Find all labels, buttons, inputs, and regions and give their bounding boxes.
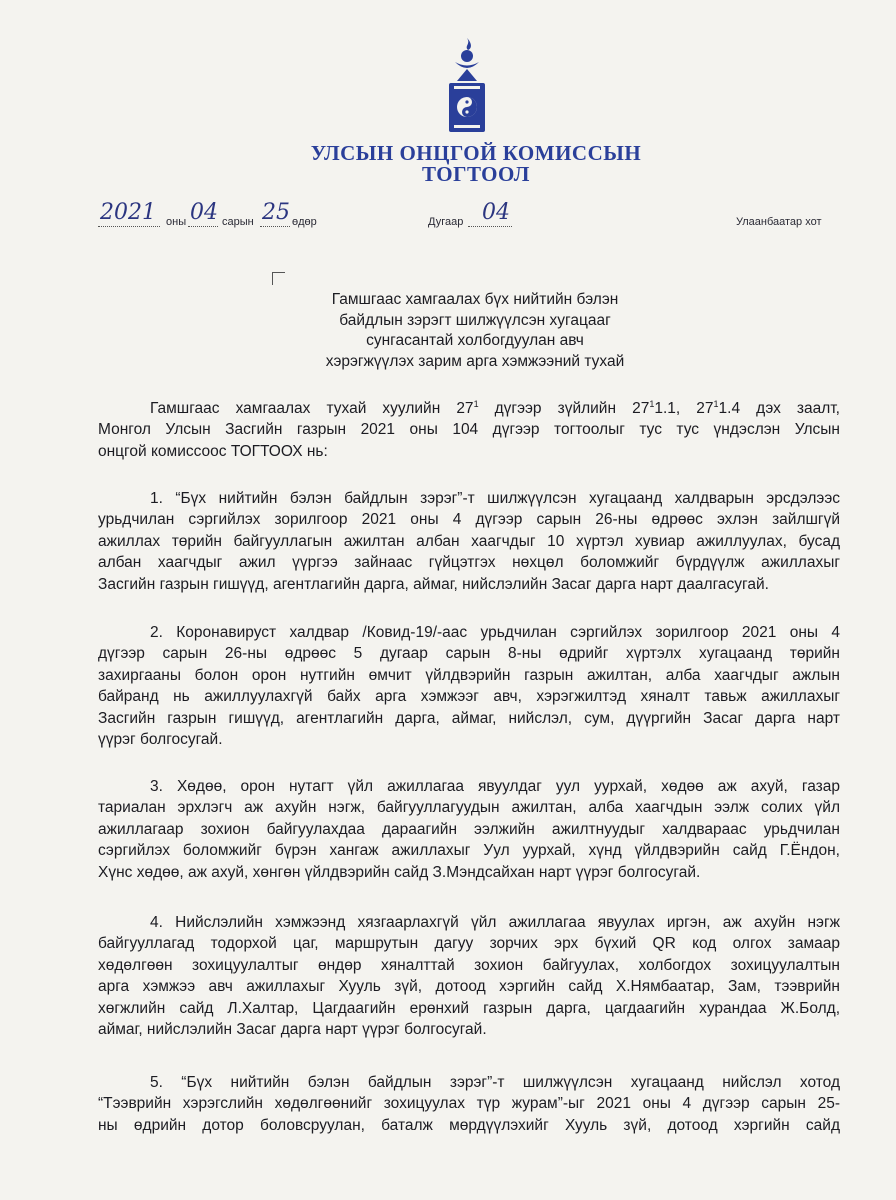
- number-label: Дугаар: [428, 216, 464, 228]
- decree-number: 04: [482, 200, 510, 225]
- subject-line: Гамшгаас хамгаалах бүх нийтийн бэлэн: [331, 291, 619, 308]
- preamble: Гамшгаас хамгаалах тухай хуулийн $27^1$ дүгээр зүйлийн $27^11.1$, $27^11.4$ дэх заалт, Монгол Улсын Засгийн газрын 2021 оны 104 дүгээр тогтоолыг тус тус үндэслэн Улсын онцгой комиссоос ТОГТООХ нь:: [98, 398, 840, 460]
- subject-line: сунгасантай холбогдуулан авч: [366, 332, 584, 349]
- date-year: 2021: [100, 200, 156, 225]
- date-day: 25: [262, 200, 290, 225]
- date-year-suffix: оны: [166, 216, 187, 228]
- clause-4: 4. Нийслэлийн хэмжээнд хязгаарлахгүй үйл ажиллагаа явуулах иргэн, аж ахуйн нэгж байгууллагад тодорхой цаг, маршрутын дагуу зорчих эрх бүхий QR код олгох замаар хөдөлгөөн зохицуулалтыг өндөр хяналттай зохион байгуулах, холбогдох зохицуулалтын арга хэмжээ авч ажиллахыг Хууль зүй, дотоод хэргийн сайд Х.Нямбаатар, Зам, тээврийн хөгжлийн сайд Л.Халтар, Цагдаагийн ерөнхий газрын дарга, цагдаагийн хурандаа Ж.Болд, аймаг, нийслэлийн Засаг дарга нарт үүрэг болгосугай.: [98, 914, 840, 1039]
- date-month: 04: [190, 200, 218, 225]
- clause-5: 5. “Бүх нийтийн бэлэн байдлын зэрэг”-т шилжүүлсэн хугацаанд нийслэл хотод “Тээврийн хэрэгслийн хөдөлгөөнийг зохицуулах түр журам”-ыг 2021 оны 4 дүгээр сарын 25- ны өдрийн дотор боловсруулан, баталж мөрдүүлэхийг Хууль зүй, дотоод хэргийн сайд: [98, 1074, 840, 1134]
- subject-line: байдлын зэрэгт шилжүүлсэн хугацааг: [339, 311, 611, 329]
- subject-line: хэрэгжүүлэх зарим арга хэмжээний тухай: [325, 352, 625, 370]
- header-title: УЛСЫН ОНЦГОЙ КОМИССЫН: [310, 141, 642, 165]
- corner-mark: [272, 272, 285, 285]
- decree-subject: [240, 290, 710, 372]
- date-month-suffix: сарын: [222, 216, 254, 228]
- clause-2: 2. Коронавируст халдвар /Ковид-19/-аас урьдчилан сэргийлэх зорилгоор 2021 оны 4 дүгээр сарын 26-ны өдрөөс 5 дугаар сарын 8-ны өдрийг хүртэлх хугацаанд төрийн захиргааны болон орон нутгийн өмчит үйлдвэрийн газрын ажилтан, алба хаагчдыг ажлын байранд нь ажиллуулахгүй байх арга хэмжээг авч, хэрэгжилтэд хяналт тавьж ажиллахыг Засгийн газрын гишүүд, агентлагийн дарга, аймаг, нийслэл, сум, дүүргийн Засаг дарга нарт үүрэг болгосугай.: [98, 624, 840, 749]
- clause-1: 1. “Бүх нийтийн бэлэн байдлын зэрэг”-т шилжүүлсэн хугацаанд халдварын эрсдэлээс урьдчилан сэргийлэх зорилгоор 2021 оны 4 дүгээр сарын 26-ны өдрөөс эхлэн зайлшгүй ажиллах төрийн байгууллагын ажилтан албан хаагчдыг 10 хүртэл хувиар ажиллуулах, бусад албан хаагчдыг ажил үүргээ зайнаас гүйцэтгэх нөхцөл боломжийг бүрдүүлж ажиллахыг Засгийн газрын гишүүд, агентлагийн дарга, аймаг, нийслэлийн Засаг дарга нарт даалгасугай.: [98, 490, 840, 593]
- dateline: [0, 200, 896, 234]
- state-emblem-icon: [440, 36, 494, 136]
- city-label: Улаанбаатар хот: [736, 216, 822, 228]
- date-day-suffix: өдөр: [292, 216, 317, 228]
- header-subtitle: ТОГТООЛ: [422, 162, 530, 186]
- clause-3: 3. Хөдөө, орон нутагт үйл ажиллагаа явуулдаг уул уурхай, хөдөө аж ахуй, газар тариалан эрхлэгч аж ахуйн нэгж, байгууллагуудын ажилтан, алба хаагчдын ээлж солих үйл ажиллагаар зохион байгуулахдаа дараагийн ээлжийн ажилтнуудыг халдвараас урьдчилан сэргийлэх боломжийг бүрэн хангаж ажиллахыг Уул уурхай, хүнд үйлдвэрийн сайд Г.Ёндон, Хүнс хөдөө, аж ахуй, хөнгөн үйлдвэрийн сайд З.Мэндсайхан нарт үүрэг болгосугай.: [98, 778, 840, 881]
